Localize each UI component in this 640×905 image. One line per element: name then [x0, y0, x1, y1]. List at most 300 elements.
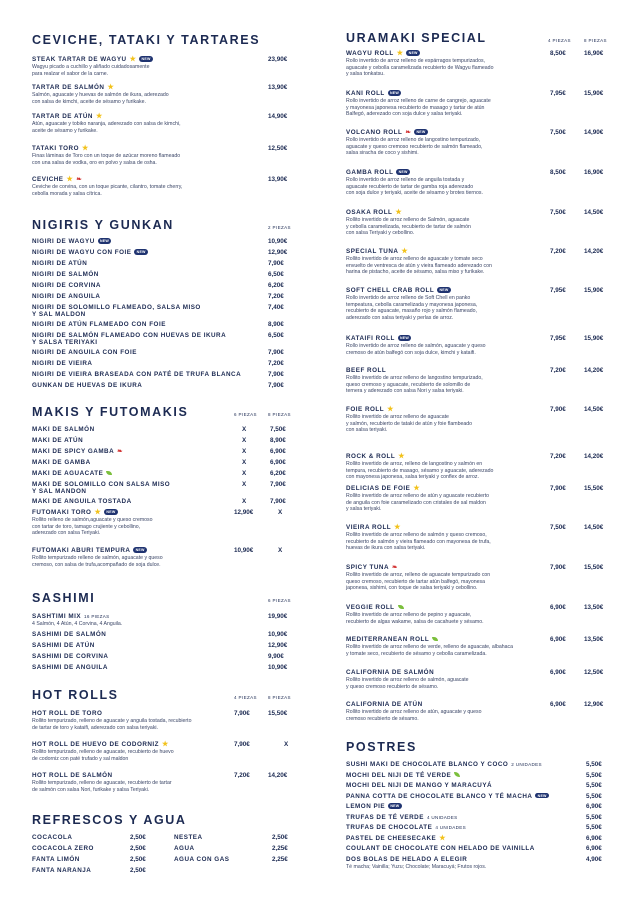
item-description: con salsa Teriyaki y cebollino.	[346, 230, 415, 237]
item-description: con salsa de kimchi, aceite de sésamo y furikake.	[32, 98, 146, 105]
item-description: de codorniz con paté trufado y sal maldon	[32, 755, 129, 762]
item-name	[32, 349, 137, 357]
item-description: para realzar el sabor de la carne.	[32, 70, 109, 77]
item-name	[346, 845, 535, 853]
item-name-text: NIGIRI DE SALMÓN FLAMEADO CON HUEVAS DE IKURA	[32, 332, 227, 339]
item-name	[32, 547, 147, 555]
item-name	[346, 248, 408, 256]
item-name	[32, 56, 153, 64]
item-price: 12,50€	[584, 669, 604, 676]
item-name-text: BEEF ROLL	[346, 367, 387, 374]
item-name	[32, 741, 169, 749]
item-description: Rollo invertido de arroz relleno de carne de cangrejo, aguacate	[346, 98, 491, 105]
item-name	[32, 426, 95, 434]
item-name-text: NIGIRI DE SALMÓN	[32, 271, 99, 278]
item-price: 14,90€	[268, 113, 288, 120]
item-description: queso cremoso y aguacate, recubierto de solomillo de	[346, 381, 471, 388]
item-price: 12,50€	[268, 145, 288, 152]
item-name	[346, 50, 420, 58]
new-badge: NEW	[139, 56, 152, 61]
item-name	[32, 664, 108, 672]
item-name-text: MAKI DE GAMBA	[32, 459, 91, 466]
drink-price: 2,50€	[130, 845, 146, 852]
item-price: 7,90€	[268, 382, 284, 389]
item-price: 6,90€	[550, 604, 566, 611]
new-badge: NEW	[133, 547, 146, 552]
item-name-text: MOCHI DEL NIJI DE TÉ VERDE	[346, 771, 452, 779]
item-name-line2: Y SAL MALDON	[32, 311, 86, 319]
item-price: 23,90€	[268, 56, 288, 63]
star-icon: ★	[95, 113, 103, 120]
item-name-text: CALIFORNIA DE SALMÓN	[346, 669, 435, 676]
item-name-text: MAKI DE ATÚN	[32, 437, 84, 444]
item-description: y salsa teriyaki.	[346, 506, 382, 513]
item-name-text: DELICIAS DE FOIE	[346, 485, 411, 492]
item-description: Atún, aguacate y tobiko naranja, aderezado con salsa de kimchi,	[32, 121, 181, 128]
item-price: 19,90€	[268, 613, 288, 620]
drink-price: 2,50€	[130, 834, 146, 841]
item-price: 6,90€	[550, 669, 566, 676]
section-title: POSTRES	[346, 740, 417, 754]
item-description: Rollito invertido de arroz, relleno de aguacate tempurizado con	[346, 572, 491, 579]
item-description: Té macha; Vainilla; Yuzu; Chocolate; Maracuyá; Frutos rojos.	[346, 863, 487, 870]
item-name-text: NIGIRI DE WAGYU	[32, 238, 95, 245]
item-name-text: VIEIRA ROLL	[346, 524, 392, 531]
item-name	[32, 448, 123, 456]
item-price: 7,50€	[550, 524, 566, 531]
item-price: 14,50€	[584, 209, 604, 216]
item-price: 10,90€	[234, 547, 254, 554]
item-price: 6,90€	[270, 459, 286, 466]
new-badge: NEW	[134, 249, 147, 254]
section-title: SASHIMI	[32, 591, 96, 605]
item-price: 7,20€	[550, 367, 566, 374]
item-quantity: 4 UNIDADES	[435, 825, 466, 830]
item-price: 12,90€	[268, 642, 288, 649]
item-description: Balfegó, aderezado con soja dulce y salsa teriyaki.	[346, 111, 463, 118]
item-name	[346, 782, 492, 790]
new-badge: NEW	[535, 793, 548, 798]
item-name	[32, 113, 103, 121]
item-price: 8,50€	[550, 169, 566, 176]
item-description: Salmón, aguacate y huevas de salmón de ikura, aderezado	[32, 92, 169, 99]
item-name	[346, 814, 458, 822]
star-icon: ★	[387, 406, 394, 413]
item-price: 15,50€	[584, 564, 604, 571]
item-price: 8,90€	[268, 321, 284, 328]
star-icon: ★	[82, 145, 89, 152]
drink-price: 2,50€	[130, 867, 146, 874]
item-name-text: ROCK & ROLL	[346, 453, 396, 460]
column-header: 8 PIEZAS	[268, 695, 291, 700]
item-price: 7,90€	[270, 481, 286, 488]
item-name	[346, 367, 386, 375]
item-description: recubierto de algas wakame, salsa de cacahuete y sésamo.	[346, 618, 484, 625]
item-name	[32, 653, 108, 661]
item-price: 4,90€	[586, 855, 602, 863]
item-name-text: FUTOMAKI ABURI TEMPURA	[32, 547, 131, 554]
item-name	[32, 382, 142, 390]
item-name	[32, 613, 109, 621]
item-description: y salmón, recubierto de tataki de atún y foie flambeado	[346, 420, 473, 427]
item-description: de salmón con salsa Nori, furikake y salsa Teriyaki.	[32, 786, 150, 793]
item-price: 6,90€	[550, 636, 566, 643]
item-description: Ceviche de corvina, con un toque picante, cilantro, tomate cherry,	[32, 184, 183, 191]
star-icon: ★	[107, 84, 115, 91]
drink-price: 2,50€	[272, 834, 288, 841]
item-price: 13,50€	[584, 636, 604, 643]
item-name-text: HOT ROLL DE SALMÓN	[32, 772, 113, 779]
item-price: 7,90€	[268, 371, 284, 378]
item-description: queso cremoso, recubierto de tartar atún balfegó, mayonesa	[346, 578, 485, 585]
item-description: Rollito relleno de salmón,aguacate y queso cremoso	[32, 517, 153, 524]
item-name	[346, 453, 405, 461]
item-price: 7,90€	[550, 564, 566, 571]
item-name-text: CEVICHE	[32, 176, 64, 183]
section-title: NIGIRIS Y GUNKAN	[32, 218, 174, 232]
item-price: 7,40€	[268, 304, 284, 311]
item-price: 7,90€	[234, 741, 250, 748]
item-price: 7,90€	[234, 710, 250, 717]
item-name	[346, 835, 446, 843]
item-price: 5,50€	[586, 813, 602, 821]
item-price: 6,90€	[586, 803, 602, 810]
item-price: 12,90€	[584, 701, 604, 708]
item-price: X	[242, 448, 247, 455]
item-name-line2: Y SAL MANDON	[32, 488, 87, 496]
star-icon: ★	[396, 50, 404, 57]
item-description: y tomate seco, recubierto de sésamo y cebolla caramelizada.	[346, 650, 487, 657]
item-name	[32, 498, 132, 506]
column-header: 4 PIEZAS	[548, 38, 571, 43]
column-header: 6 PIEZAS	[234, 412, 257, 417]
section-title: CEVICHE, TATAKI Y TARTARES	[32, 33, 261, 47]
item-price: 8,90€	[270, 437, 286, 444]
item-name-text: SASHTIMI MIX	[32, 613, 82, 620]
item-price: X	[278, 547, 283, 554]
item-price: 12,90€	[234, 509, 254, 516]
item-name-text: LEMON PIE	[346, 803, 386, 810]
item-name-text: OSAKA ROLL	[346, 209, 393, 216]
item-price: 10,90€	[268, 631, 288, 638]
item-description: Rollo invertido de arroz relleno de langostino tempurizado,	[346, 137, 481, 144]
item-name	[32, 321, 166, 329]
drink-name: FANTA NARANJA	[32, 867, 92, 874]
item-price: 14,50€	[584, 524, 604, 531]
item-name-text: SASHIMI DE ANGUILA	[32, 664, 108, 671]
section-title: MAKIS Y FUTOMAKIS	[32, 405, 189, 419]
item-name-text: MAKI DE SOLOMILLO CON SALSA MISO	[32, 481, 171, 488]
item-description: envuelto de ventresca de atún y vieira flameado aderezado con	[346, 262, 492, 269]
item-name-text: NIGIRI DE CORVINA	[32, 282, 101, 289]
item-name-text: NIGIRI DE WAGYU CON FOIE	[32, 249, 132, 256]
item-price: X	[242, 437, 247, 444]
new-badge: NEW	[104, 509, 117, 514]
item-name-text: TRUFAS DE CHOCOLATE	[346, 824, 433, 831]
chili-icon: ❧	[392, 564, 398, 571]
item-name-text: CALIFORNIA DE ATÚN	[346, 701, 423, 708]
item-price: 5,50€	[586, 771, 602, 779]
item-price: X	[242, 481, 247, 488]
drink-name: COCACOLA ZERO	[32, 845, 94, 852]
item-price: 5,50€	[586, 824, 602, 831]
item-description: cremoso de atún balfegó con soja dulce, kimchi y kataifi.	[346, 349, 476, 356]
column-header: 2 PIEZAS	[268, 225, 291, 230]
item-name	[32, 360, 92, 368]
item-description: y queso cremoso recubierto de sésamo.	[346, 683, 439, 690]
star-icon: ★	[129, 56, 137, 63]
column-header: 8 PIEZAS	[584, 38, 607, 43]
item-name	[32, 772, 113, 780]
item-description: Rollito invertido de arroz relleno de langostino tempurizado,	[346, 375, 483, 382]
item-price: 13,90€	[268, 84, 288, 91]
item-description: Rollito invertido de arroz relleno de salmón, aguacate	[346, 677, 469, 684]
item-price: 7,20€	[550, 453, 566, 460]
leaf-icon	[398, 605, 404, 610]
section-title: HOT ROLLS	[32, 688, 119, 702]
item-description: aceite de sésamo y furikake.	[32, 127, 98, 134]
item-name-text: STEAK TARTAR DE WAGYU	[32, 56, 127, 63]
item-price: 9,90€	[268, 653, 284, 660]
item-price: 5,50€	[586, 782, 602, 789]
item-price: 7,95€	[550, 335, 566, 342]
item-description: con una salsa de vodka, oro en polvo y salsa de osha.	[32, 159, 157, 166]
item-price: 14,20€	[584, 453, 604, 460]
item-name-text: MAKI DE SALMÓN	[32, 426, 95, 433]
item-name	[346, 90, 401, 98]
item-description: Rollito invertido de arroz relleno de aguacate	[346, 414, 449, 421]
item-description: de anguila con foie caramelizado con cristales de sal maldon	[346, 499, 486, 506]
drink-name: COCACOLA	[32, 834, 73, 841]
item-name	[32, 238, 111, 246]
item-description: japonesa, sishimi, con toque de salsa teriyaki y cebollino.	[346, 585, 478, 592]
item-description: Rollo invertido de arroz relleno de espárragos tempurizados,	[346, 58, 485, 65]
item-name-text: WAGYU ROLL	[346, 50, 394, 57]
item-name-text: NIGIRI DE ANGUILA CON FOIE	[32, 349, 137, 356]
item-price: 7,20€	[550, 248, 566, 255]
drink-price: 2,25€	[272, 856, 288, 863]
drink-name: NESTEA	[174, 834, 203, 841]
item-name-text: MAKI DE SPICY GAMBA	[32, 448, 115, 455]
item-name-text: GAMBA ROLL	[346, 169, 394, 176]
item-price: 6,50€	[268, 271, 284, 278]
item-name	[32, 282, 101, 290]
item-price: 6,90€	[550, 701, 566, 708]
item-name	[32, 260, 87, 268]
item-name-text: NIGIRI DE SOLOMILLO FLAMEADO, SALSA MISO	[32, 304, 201, 311]
item-price: 7,95€	[550, 287, 566, 294]
item-name	[346, 209, 402, 217]
item-description: aguacate recubierto de tartar de gamba roja aderezado	[346, 183, 474, 190]
item-description: aderezado con salsa Teriyaki.	[32, 530, 101, 537]
item-name	[346, 701, 423, 709]
new-badge: NEW	[388, 90, 401, 95]
item-name-text: COULANT DE CHOCOLATE CON HELADO DE VAINILLA	[346, 845, 535, 852]
chili-icon: ❧	[405, 129, 412, 136]
column-header: 4 PIEZAS	[234, 695, 257, 700]
item-price: 13,50€	[584, 604, 604, 611]
item-name-text: VEGGIE ROLL	[346, 604, 395, 611]
item-name-text: KATAIFI ROLL	[346, 335, 395, 342]
item-price: 7,20€	[268, 360, 284, 367]
star-icon: ★	[398, 453, 406, 460]
star-icon: ★	[162, 741, 169, 748]
item-price: 6,20€	[270, 470, 286, 477]
item-name-text: VOLCANO ROLL	[346, 129, 403, 136]
item-name	[346, 287, 451, 295]
item-description: Rollito invertido de arroz relleno de salmón y queso cremoso,	[346, 532, 487, 539]
item-price: 6,90€	[586, 834, 602, 842]
item-description: Rollito invertido de arroz relleno de atún y aguacate recubierto	[346, 493, 490, 500]
item-name-text: MAKI DE ANGUILA TOSTADA	[32, 498, 132, 505]
section-title: URAMAKI SPECIAL	[346, 31, 487, 45]
drink-name: AGUA CON GAS	[174, 856, 230, 863]
item-quantity: 2 UNIDADES	[511, 762, 542, 767]
item-description: Rollito invertido de arroz relleno de verde, relleno de aguacate, albahaca	[346, 644, 513, 651]
item-price: 7,90€	[550, 485, 566, 492]
section-title: REFRESCOS Y AGUA	[32, 813, 187, 827]
item-description: cremoso recubierto de sésamo.	[346, 715, 419, 722]
item-name	[32, 710, 102, 718]
item-quantity: 16 PIEZAS	[84, 614, 110, 619]
item-price: 15,90€	[584, 287, 604, 294]
item-price: 7,50€	[550, 129, 566, 136]
item-name-text: KANI ROLL	[346, 90, 385, 97]
item-description: Rollito invertido de arroz relleno de atún, aguacate y queso	[346, 709, 482, 716]
item-name-text: SPECIAL TUNA	[346, 248, 399, 255]
drink-name: AGUA	[174, 845, 195, 852]
item-description: con soja dulce y teriyaki, aceite de sésamo y brotes tiernos.	[346, 190, 483, 197]
item-price: 7,95€	[550, 90, 566, 97]
star-icon: ★	[394, 524, 401, 531]
item-name	[32, 470, 112, 478]
item-description: Rollito invertido de arroz, relleno de langostino y salmón en	[346, 461, 483, 468]
item-name-text: PANNA COTTA DE CHOCOLATE BLANCO Y TÉ MACHA	[346, 792, 533, 800]
item-name	[346, 169, 410, 177]
item-price: 14,20€	[268, 772, 288, 779]
item-name	[32, 84, 114, 92]
item-name-text: HOT ROLL DE HUEVO DE CODORNIZ	[32, 741, 160, 748]
item-price: 5,50€	[586, 792, 602, 800]
item-name	[346, 604, 404, 612]
item-price: 6,20€	[268, 282, 284, 289]
item-name	[32, 642, 95, 650]
item-name	[32, 293, 100, 301]
item-name-text: DOS BOLAS DE HELADO A ELEGIR	[346, 855, 468, 863]
item-description: y salsa tonkatsu.	[346, 71, 385, 78]
item-description: aguacate y queso cremoso recubierto de salmón flameado,	[346, 143, 483, 150]
new-badge: NEW	[437, 287, 450, 292]
item-price: X	[278, 509, 283, 516]
item-name	[346, 129, 428, 137]
item-name-text: TRUFAS DE TÉ VERDE	[346, 813, 424, 821]
item-price: 7,20€	[234, 772, 250, 779]
item-price: 7,90€	[268, 260, 284, 267]
item-description: de tartar de toro y kataifi, aderezado con salsa teriyaki.	[32, 724, 159, 731]
item-name-text: PASTEL DE CHEESECAKE	[346, 834, 437, 842]
item-name	[32, 371, 241, 379]
item-description: cebolla morada y salsa cítrica.	[32, 190, 102, 197]
item-name-text: SASHIMI DE CORVINA	[32, 653, 109, 660]
star-icon: ★	[66, 176, 74, 183]
item-description: aguacate y cebolla caramelizada recubierto de Wagyu flameado	[346, 64, 494, 71]
item-description: y mayonesa japonesa recubierto de masago y tartar de atún	[346, 104, 485, 111]
item-price: 15,90€	[584, 90, 604, 97]
item-name	[32, 509, 118, 517]
item-description: con salsa teriyaki.	[346, 427, 388, 434]
item-price: 7,50€	[550, 209, 566, 216]
item-name	[346, 772, 460, 780]
item-price: 15,50€	[584, 485, 604, 492]
item-name	[32, 459, 91, 467]
item-price: 7,90€	[268, 349, 284, 356]
drink-price: 2,25€	[272, 845, 288, 852]
item-description: Rollito tempurizado, relleno de aguacate, recubierto de tartar	[32, 780, 172, 787]
item-description: Rollo invertido de arroz relleno de salmón, aguacate y queso	[346, 343, 486, 350]
item-description: ternera y aderezado con salsa Nori y salsa teriyaki.	[346, 388, 464, 395]
item-price: 15,90€	[584, 335, 604, 342]
item-price: 6,90€	[270, 448, 286, 455]
item-price: X	[284, 741, 289, 748]
item-description: tempeatura, cebolla caramelizada y mayonesa japonesa,	[346, 301, 478, 308]
item-name-text: NIGIRI DE ANGUILA	[32, 293, 101, 300]
item-price: X	[242, 470, 247, 477]
new-badge: NEW	[396, 169, 409, 174]
item-description: Finas láminas de Toro con un toque de azúcar moreno flameado	[32, 153, 181, 160]
item-name-text: FOIE ROLL	[346, 406, 385, 413]
item-name-text: MOCHI DEL NIJI DE MANGO Y MARACUYÁ	[346, 782, 493, 789]
new-badge: NEW	[414, 129, 427, 134]
item-name-text: TATAKI TORO	[32, 145, 80, 152]
item-name	[32, 271, 99, 279]
item-description: recubierto de salmón y vieira flameado con mayonesa de trufa,	[346, 538, 491, 545]
item-description: huevas de ikura con salsa teriyaki.	[346, 545, 426, 552]
item-name-text: HOT ROLL DE TORO	[32, 710, 103, 717]
item-price: 13,90€	[268, 176, 288, 183]
item-price: 8,50€	[550, 50, 566, 57]
item-price: 16,90€	[584, 169, 604, 176]
item-description: tempura, recubierto de masago, sésamo y aguacate, aderezado	[346, 467, 494, 474]
item-price: 5,50€	[586, 761, 602, 768]
item-name-text: TARTAR DE ATÚN	[32, 113, 93, 120]
item-description: Rollito invertido de arroz relleno de aguacate y tomate seco	[346, 256, 483, 263]
item-price: 15,50€	[268, 710, 288, 717]
item-price: 12,90€	[268, 249, 288, 256]
item-price: 7,90€	[270, 498, 286, 505]
item-name-text: NIGIRI DE VIEIRA BRASEADA CON PATÉ DE TRUFA BLANCA	[32, 371, 242, 378]
leaf-icon	[106, 471, 112, 476]
drink-name: FANTA LIMÓN	[32, 856, 80, 863]
leaf-icon	[432, 637, 438, 642]
item-price: X	[242, 426, 247, 433]
item-price: 6,50€	[268, 332, 284, 339]
item-name-text: SASHIMI DE SALMÓN	[32, 631, 107, 638]
star-icon: ★	[94, 509, 102, 516]
item-name	[346, 793, 549, 801]
item-description: y cebolla caramelizada, recubierto de tartar de salmón	[346, 223, 471, 230]
item-name-text: SOFT CHELL CRAB ROLL	[346, 287, 435, 294]
chili-icon: ❧	[76, 176, 83, 183]
item-name	[346, 803, 402, 811]
item-description: cremoso, con salsa de trufa,acompañado de soja dulce.	[32, 561, 161, 568]
item-description: recubierto de aguacate, masaño rojo y salmón flameado,	[346, 308, 477, 315]
item-description: Rollito tempurizado relleno de salmón, aguacate y queso	[32, 555, 163, 562]
item-description: con tartar de toro, tamago crujiente y cebollino,	[32, 523, 141, 530]
item-name	[346, 636, 438, 644]
item-description: Rollito tempurizado, relleno de aguacate, recubierto de huevo	[32, 749, 174, 756]
item-description: Rollito tempurizado, relleno de aguacate y anguila tostada, recubierto	[32, 718, 192, 725]
item-name-line2: Y SALSA TERIYAKI	[32, 339, 98, 347]
